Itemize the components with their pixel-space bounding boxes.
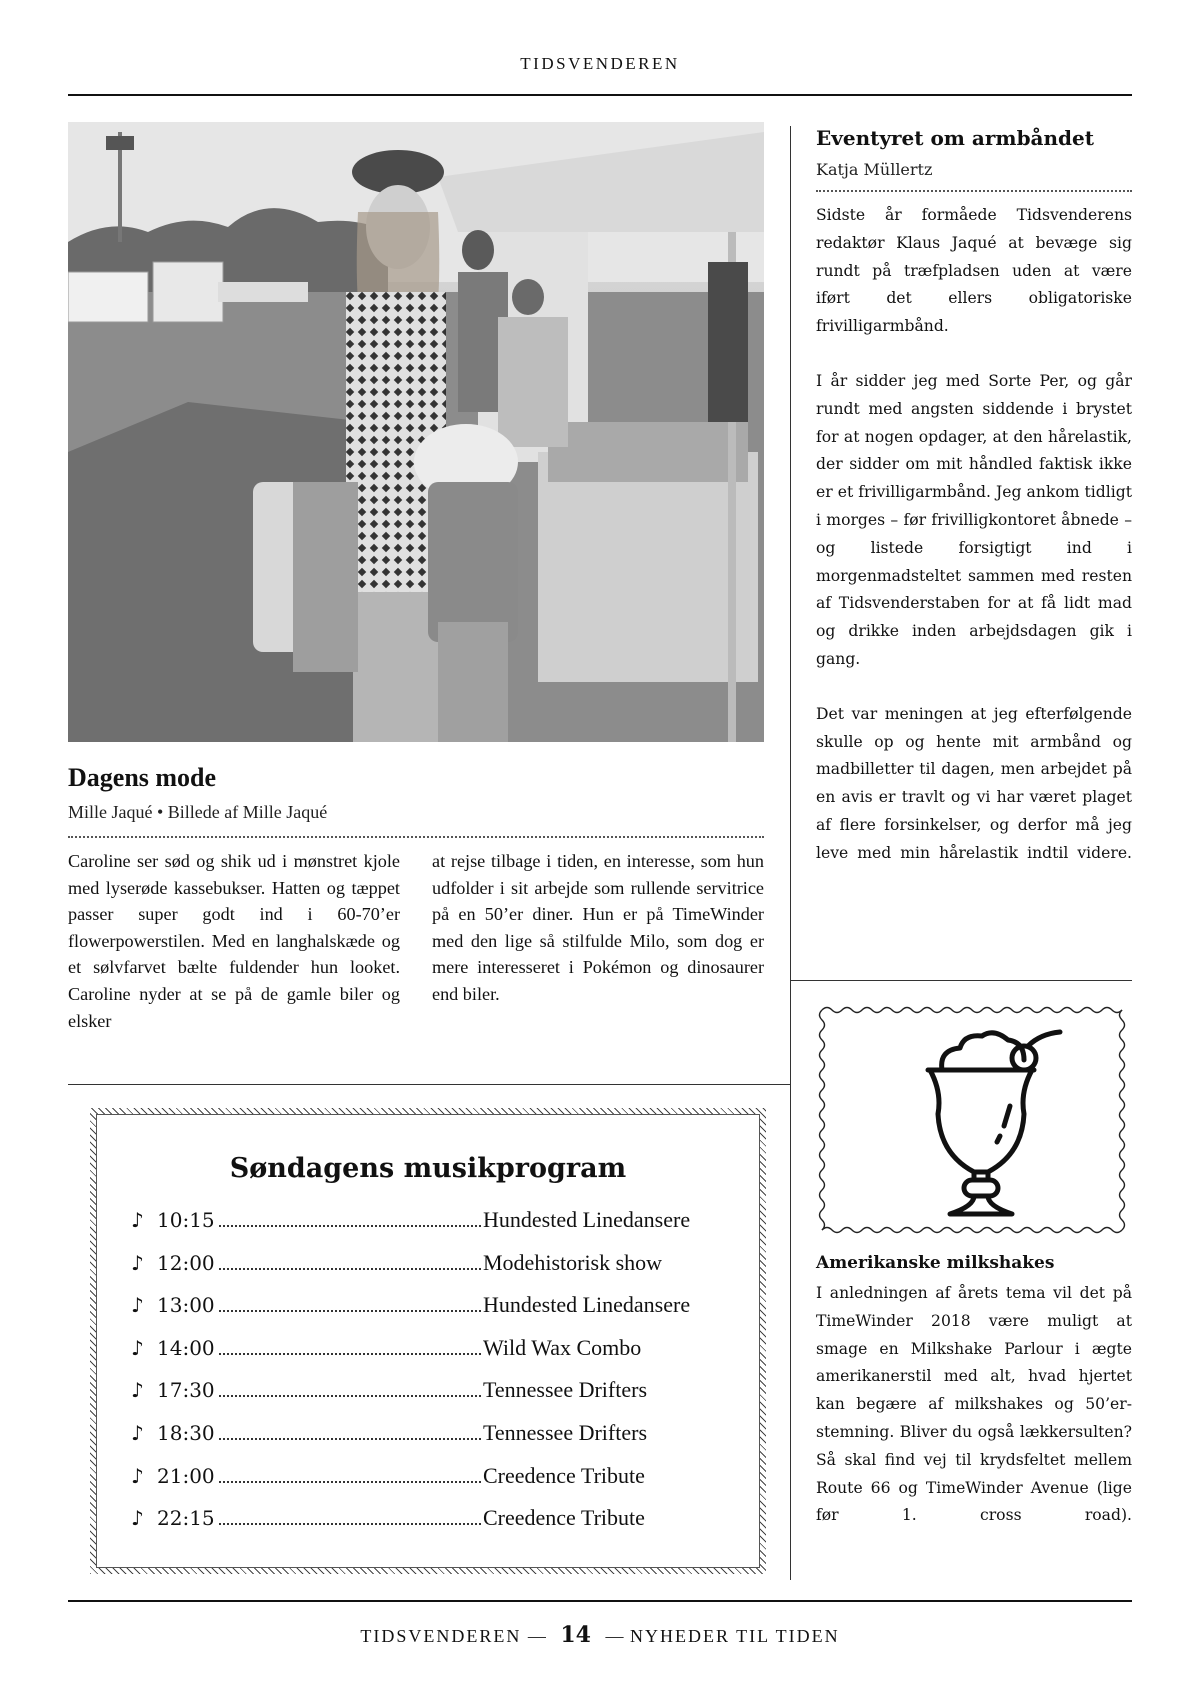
music-program-box xyxy=(90,1108,766,1574)
music-note-icon: ♪ xyxy=(131,1506,144,1531)
music-note-icon: ♪ xyxy=(131,1335,144,1360)
music-note-icon: ♪ xyxy=(131,1420,144,1445)
schedule-time: 14:00 xyxy=(157,1335,215,1360)
bottom-rule xyxy=(68,1600,1132,1602)
schedule-act: Wild Wax Combo xyxy=(483,1334,642,1360)
dot-leader xyxy=(219,1268,481,1270)
schedule-row xyxy=(131,1335,719,1378)
running-header: TIDSVENDEREN xyxy=(520,54,680,73)
article-title: Eventyret om armbåndet xyxy=(816,126,1095,150)
schedule-row xyxy=(131,1463,719,1506)
schedule-time: 17:30 xyxy=(157,1378,215,1403)
schedule-act: Hundested Linedansere xyxy=(483,1207,691,1232)
milkshake-illustration-box xyxy=(814,1002,1132,1238)
schedule-row xyxy=(131,1420,719,1463)
schedule-time: 22:15 xyxy=(157,1506,215,1531)
schedule-act: Hundested Linedansere xyxy=(483,1292,691,1318)
dot-leader xyxy=(219,1353,481,1355)
music-schedule xyxy=(131,1207,719,1548)
schedule-row xyxy=(131,1505,719,1548)
music-note-icon: ♪ xyxy=(131,1463,144,1488)
article-paragraph: Sidste år formåede Tidsvenderens redaktør Klaus Jaqué at bevæge sig rundt på træfpladsen uden at være iført det ellers obligatoriske frivilligarmbånd. xyxy=(816,206,1132,336)
dot-leader xyxy=(219,1481,481,1483)
schedule-time: 12:00 xyxy=(157,1250,215,1275)
footer-publication: TIDSVENDEREN xyxy=(360,1626,522,1646)
schedule-act: Creedence Tribute xyxy=(483,1462,645,1488)
schedule-time: 13:00 xyxy=(157,1293,215,1318)
schedule-row xyxy=(131,1207,719,1250)
schedule-act: Tennessee Drifters xyxy=(483,1419,648,1445)
milkshake-glass-icon xyxy=(928,1032,1060,1214)
article-dagens-mode xyxy=(68,762,764,1034)
dot-leader xyxy=(219,1310,481,1312)
dot-leader xyxy=(219,1395,481,1397)
dotted-divider xyxy=(68,836,764,838)
article-paragraph: I år sidder jeg med Sorte Per, og går rundt med angsten siddende i brystet for at nogen opdager, at den hårelastik, der sidder om mit håndled faktisk ikke er et frivilligarmbånd. Jeg ankom tidligt i morges – før frivilligkontoret åbnede – og listede forsigtigt ind i morgenmadsteltet sammen med resten af Tidsvenderstaben for at få lidt mad og drikke inden arbejdsdagen gik i gang. xyxy=(816,371,1132,668)
section-divider-right xyxy=(790,980,1132,981)
music-note-icon: ♪ xyxy=(131,1378,144,1403)
article-body-column-1: Caroline ser sød og shik ud i mønstret kjole med lyserøde kassebukser. Hatten og tæppet passer super godt ind i 60-70’er flowerpowerstilen. Med en langhalskæde og et sølvfarvet bælte fuldender hun looket. Caroline nyder at se på de gamle biler og elsker xyxy=(68,851,400,1031)
article-title: Dagens mode xyxy=(68,763,217,792)
schedule-row xyxy=(131,1377,719,1420)
article-eventyret xyxy=(816,124,1132,868)
article-title: Amerikanske milkshakes xyxy=(816,1253,1055,1273)
footer-tagline: NYHEDER TIL TIDEN xyxy=(629,1626,840,1646)
page-footer xyxy=(0,1622,1200,1648)
article-paragraph: Det var meningen at jeg efterfølgende skulle op og hente mit armbånd og madbilletter til dagen, men arbejdet på en avis er travlt og vi har været plaget af flere forsinkelser, og derfor må jeg leve med min hårelastik indtil videre. xyxy=(816,704,1132,862)
footer-dash: — xyxy=(605,1626,624,1646)
schedule-act: Creedence Tribute xyxy=(483,1505,645,1531)
schedule-time: 10:15 xyxy=(157,1208,215,1232)
schedule-row xyxy=(131,1250,719,1293)
schedule-act: Modehistorisk show xyxy=(483,1249,663,1275)
dot-leader xyxy=(219,1225,481,1227)
schedule-row xyxy=(131,1292,719,1335)
article-byline: Mille Jaqué • Billede af Mille Jaqué xyxy=(68,802,328,822)
music-note-icon: ♪ xyxy=(131,1250,144,1275)
article-body-column-2: at rejse tilbage i tiden, en interesse, som hun udfolder i sit arbejde som rullende servitrice på en 50’er diner. Hun er på TimeWinder med den lige så stilfulde Milo, som dog er mere interesseret i Pokémon og dinosaurer end biler. xyxy=(432,851,764,1004)
footer-dash: — xyxy=(527,1626,546,1646)
article-paragraph: I anledningen af årets tema vil det på TimeWinder 2018 være muligt at smage en Milkshake Parlour i ægte amerikanerstil med alt, hvad hjertet kan begære af milkshakes og 50’er-stemning. Bliver du også lækkersulten? Så skal find vej til krydsfeltet mellem Route 66 og TimeWinder Avenue (lige før 1. cross road). xyxy=(816,1284,1132,1525)
page-number: 14 xyxy=(560,1622,591,1648)
schedule-time: 21:00 xyxy=(157,1463,215,1488)
dot-leader xyxy=(219,1438,481,1440)
music-program-title: Søndagens musikprogram xyxy=(229,1153,627,1184)
dotted-divider xyxy=(816,190,1132,192)
top-rule xyxy=(68,94,1132,96)
music-note-icon: ♪ xyxy=(131,1293,144,1318)
column-separator xyxy=(790,126,791,1580)
article-milkshakes xyxy=(816,1250,1132,1530)
dot-leader xyxy=(219,1523,481,1525)
schedule-time: 18:30 xyxy=(157,1420,215,1445)
schedule-act: Tennessee Drifters xyxy=(483,1377,648,1403)
section-divider-left xyxy=(68,1084,790,1085)
article-byline: Katja Müllertz xyxy=(816,160,933,179)
music-note-icon: ♪ xyxy=(131,1208,144,1232)
fashion-photo xyxy=(68,122,764,742)
